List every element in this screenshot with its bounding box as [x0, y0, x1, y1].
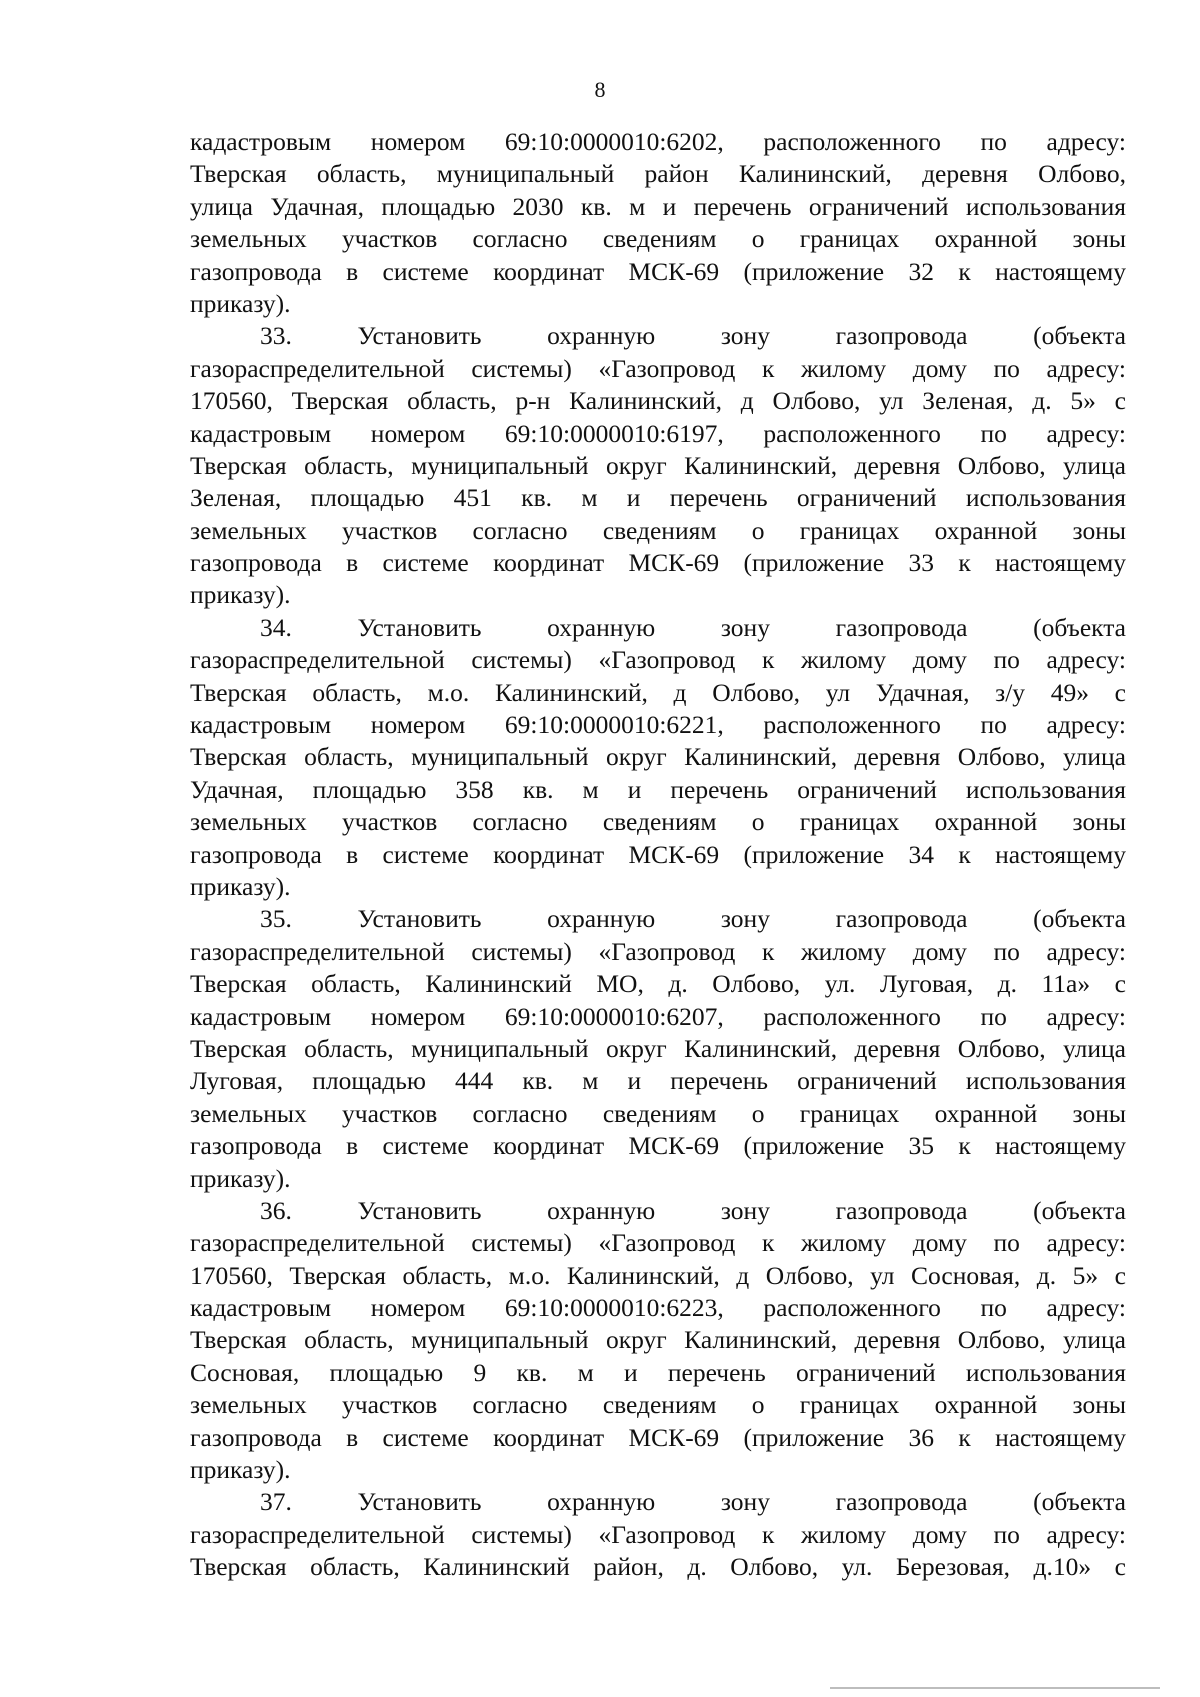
- text-line: земельных участков согласно сведениям о границах охранной зоны: [190, 515, 1126, 545]
- text-line: Тверская область, муниципальный округ Калининский, деревня Олбово, улица: [190, 1033, 1126, 1063]
- text-line: земельных участков согласно сведениям о границах охранной зоны: [190, 807, 1126, 837]
- text-line: приказу).: [190, 1163, 291, 1193]
- text-line: газораспределительной системы) «Газопровод к жилому дому по адресу:: [190, 936, 1126, 966]
- text-line: газопровода в системе координат МСК-69 (приложение 35 к настоящему: [190, 1131, 1126, 1161]
- text-line: газопровода в системе координат МСК-69 (приложение 34 к настоящему: [190, 839, 1126, 869]
- text-line: Луговая, площадью 444 кв. м и перечень ограничений использования: [190, 1066, 1126, 1096]
- scan-artifact: [830, 1687, 1160, 1689]
- text-line: газораспределительной системы) «Газопровод к жилому дому по адресу:: [190, 645, 1126, 675]
- text-line: земельных участков согласно сведениям о границах охранной зоны: [190, 1390, 1126, 1420]
- text-line: кадастровым номером 69:10:0000010:6207, расположенного по адресу:: [190, 1001, 1126, 1031]
- text-line: Тверская область, муниципальный район Калининский, деревня Олбово,: [190, 159, 1126, 189]
- text-line: 36. Установить охранную зону газопровода (объекта: [260, 1195, 1126, 1225]
- text-line: газораспределительной системы) «Газопровод к жилому дому по адресу:: [190, 1519, 1126, 1549]
- text-line: земельных участков согласно сведениям о границах охранной зоны: [190, 1098, 1126, 1128]
- text-line: Удачная, площадью 358 кв. м и перечень ограничений использования: [190, 774, 1126, 804]
- text-line: приказу).: [190, 288, 291, 318]
- text-line: газораспределительной системы) «Газопровод к жилому дому по адресу:: [190, 353, 1126, 383]
- text-line: газопровода в системе координат МСК-69 (приложение 32 к настоящему: [190, 256, 1126, 286]
- text-line: Тверская область, муниципальный округ Калининский, деревня Олбово, улица: [190, 742, 1126, 772]
- text-line: кадастровым номером 69:10:0000010:6223, расположенного по адресу:: [190, 1293, 1126, 1323]
- text-line: 37. Установить охранную зону газопровода (объекта: [260, 1487, 1126, 1517]
- text-line: кадастровым номером 69:10:0000010:6202, расположенного по адресу:: [190, 127, 1126, 156]
- text-line: газопровода в системе координат МСК-69 (приложение 33 к настоящему: [190, 548, 1126, 578]
- text-line: 35. Установить охранную зону газопровода (объекта: [260, 904, 1126, 934]
- text-line: 170560, Тверская область, м.о. Калининский, д Олбово, ул Сосновая, д. 5» с: [190, 1260, 1126, 1290]
- text-line: Зеленая, площадью 451 кв. м и перечень ограничений использования: [190, 483, 1126, 513]
- text-line: Сосновая, площадью 9 кв. м и перечень ограничений использования: [190, 1357, 1126, 1387]
- text-line: 34. Установить охранную зону газопровода (объекта: [260, 612, 1126, 642]
- page-number: 8: [594, 77, 606, 102]
- text-line: приказу).: [190, 1455, 291, 1485]
- text-line: Тверская область, Калининский МО, д. Олбово, ул. Луговая, д. 11а» с: [190, 969, 1126, 999]
- text-line: Тверская область, Калининский район, д. Олбово, ул. Березовая, д.10» с: [190, 1552, 1126, 1582]
- text-line: кадастровым номером 69:10:0000010:6221, расположенного по адресу:: [190, 710, 1126, 740]
- text-line: газопровода в системе координат МСК-69 (приложение 36 к настоящему: [190, 1422, 1126, 1452]
- text-line: 170560, Тверская область, р-н Калининский, д Олбово, ул Зеленая, д. 5» с: [190, 386, 1126, 416]
- text-line: земельных участков согласно сведениям о границах охранной зоны: [190, 224, 1126, 254]
- text-line: 33. Установить охранную зону газопровода (объекта: [260, 321, 1126, 351]
- text-line: Тверская область, м.о. Калининский, д Олбово, ул Удачная, з/у 49» с: [190, 677, 1126, 707]
- text-line: приказу).: [190, 871, 291, 901]
- document-body: [190, 126, 1126, 1584]
- text-line: Тверская область, муниципальный округ Калининский, деревня Олбово, улица: [190, 450, 1126, 480]
- text-line: приказу).: [190, 580, 291, 610]
- text-line: кадастровым номером 69:10:0000010:6197, расположенного по адресу:: [190, 418, 1126, 448]
- text-line: Тверская область, муниципальный округ Калининский, деревня Олбово, улица: [190, 1325, 1126, 1355]
- text-line: газораспределительной системы) «Газопровод к жилому дому по адресу:: [190, 1228, 1126, 1258]
- text-line: улица Удачная, площадью 2030 кв. м и перечень ограничений использования: [190, 191, 1126, 221]
